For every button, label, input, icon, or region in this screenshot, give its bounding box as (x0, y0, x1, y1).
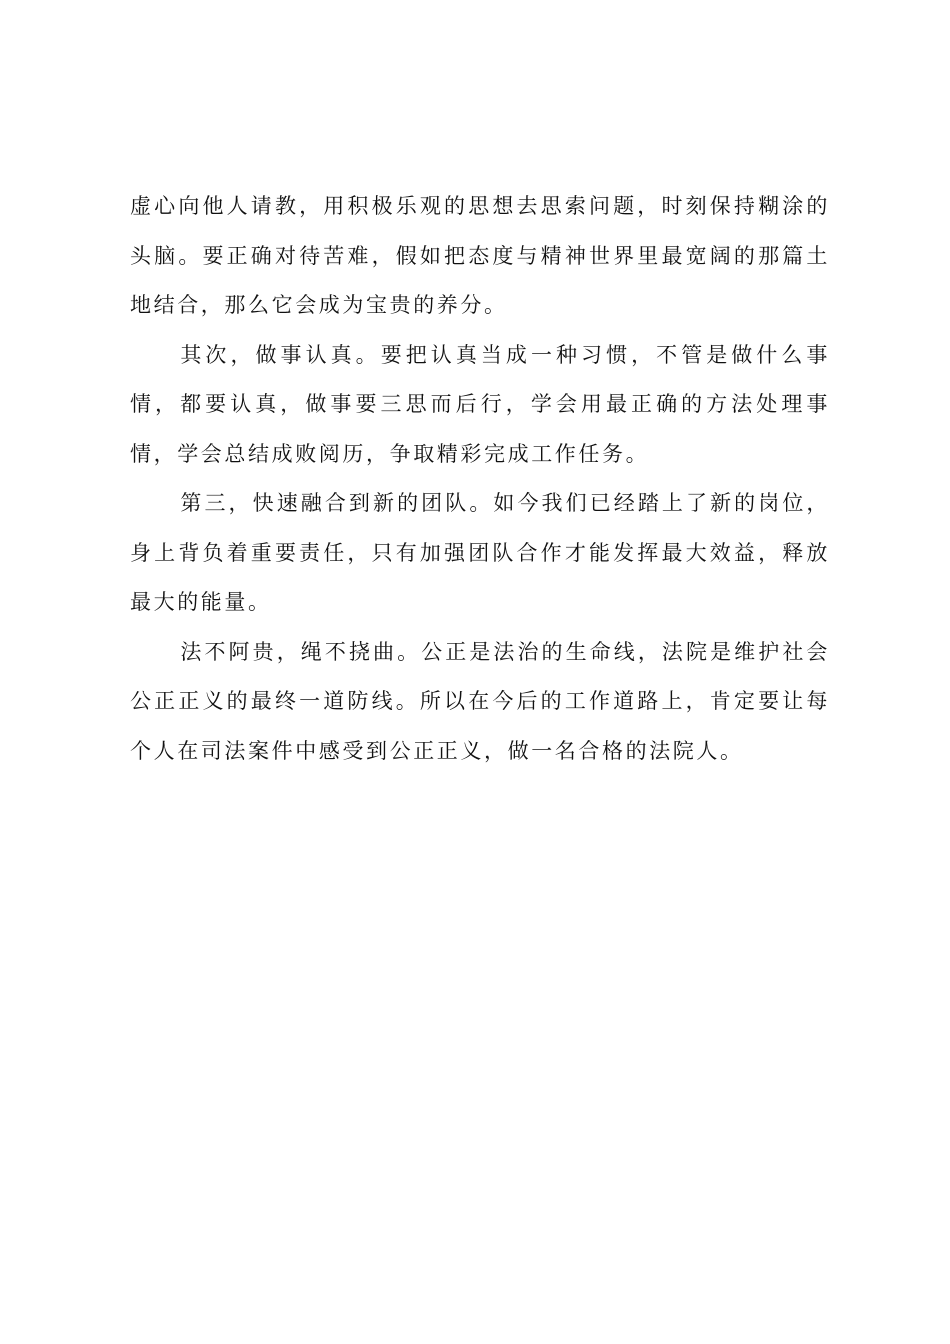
paragraph-third: 第三，快速融合到新的团队。如今我们已经踏上了新的岗位，身上背负着重要责任，只有加强团队合作才能发挥最大效益，释放最大的能量。 (130, 491, 830, 614)
paragraph-continuation: 虚心向他人请教，用积极乐观的思想去思索问题，时刻保持糊涂的头脑。要正确对待苦难，假如把态度与精神世界里最宽阔的那篇土地结合，那么它会成为宝贵的养分。 (130, 194, 830, 317)
paragraph-second: 其次，做事认真。要把认真当成一种习惯，不管是做什么事情，都要认真，做事要三思而后行，学会用最正确的方法处理事情，学会总结成败阅历，争取精彩完成工作任务。 (130, 342, 830, 466)
document-body (130, 182, 830, 776)
paragraph-conclusion: 法不阿贵，绳不挠曲。公正是法治的生命线，法院是维护社会公正正义的最终一道防线。所以在今后的工作道路上，肯定要让每个人在司法案件中感受到公正正义，做一名合格的法院人。 (130, 639, 830, 763)
